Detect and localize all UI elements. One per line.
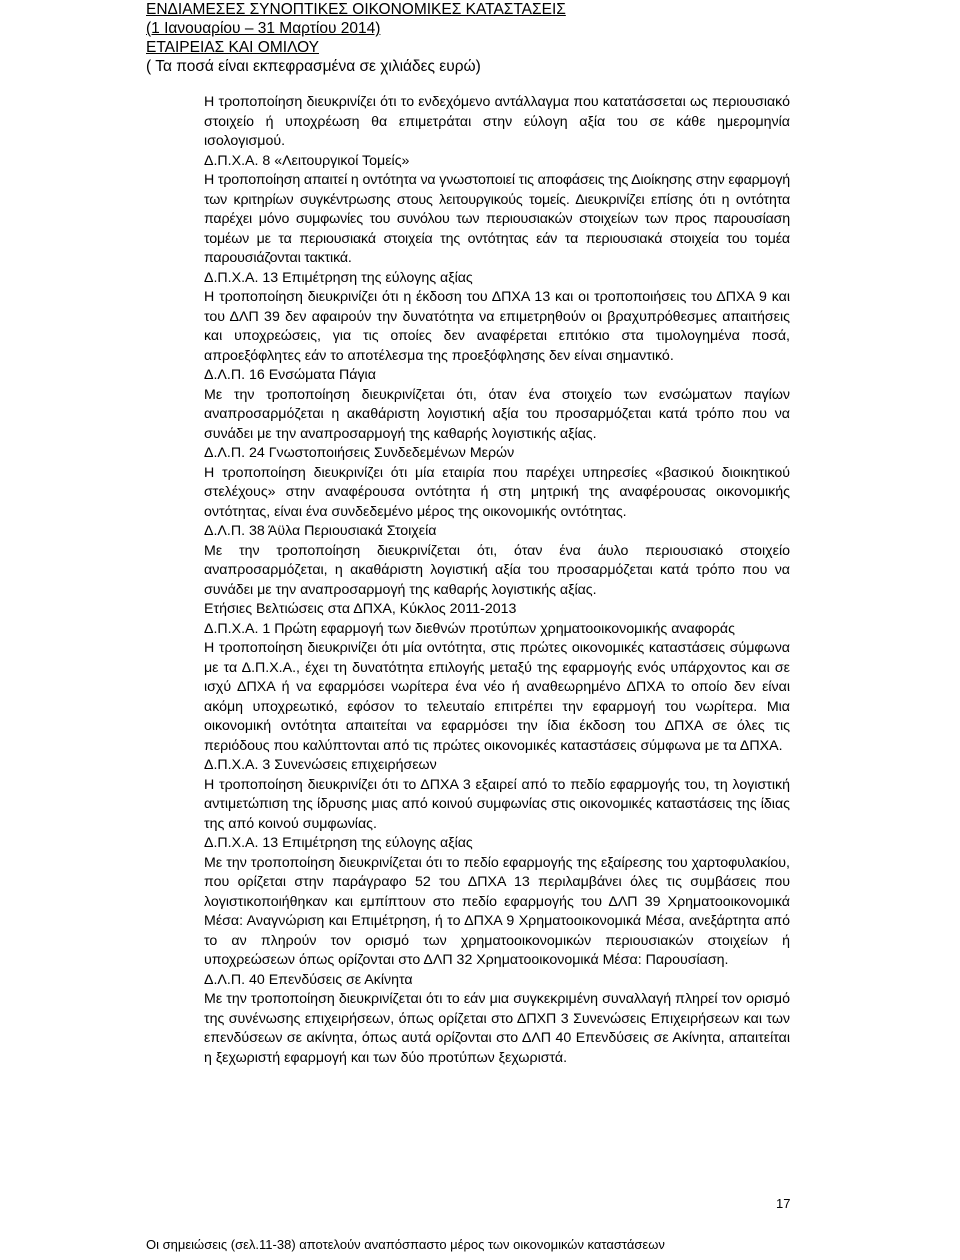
paragraph: Η τροποποίηση διευκρινίζει ότι μία οντότητα, στις πρώτες οικονομικές καταστάσεις σύμφωνα με τα Δ.Π.Χ.Α., έχει τη δυνατότητα επιλογής μεταξύ της εφαρμογής ενός υπάρχοντος και σε ισχύ ΔΠΧΑ ή να εφαρμόσει νωρίτερα ένα νέο ή αναθεωρημένο ΔΠΧΑ το οποίο δεν είναι ακόμη υποχρεωτικό, εφόσον το τελευταίο επιτρέπει την εφαρμογή του νωρίτερα. Μια οικονομική οντότητα απαιτείται να εφαρμόσει την ίδια έκδοση του ΔΠΧΑ σε όλες τις περιόδους που καλύπτονται από τις πρώτες οικονομικές καταστάσεις σύμφωνα με τα ΔΠΧΑ. — [204, 640, 790, 754]
section-heading: Δ.Π.Χ.Α. 13 Επιμέτρηση της εύλογης αξίας — [204, 835, 473, 851]
section-heading: Δ.Π.Χ.Α. 8 «Λειτουργικοί Τομείς» — [204, 152, 410, 169]
paragraph: Η τροποποίηση διευκρινίζει ότι το ΔΠΧΑ 3 εξαιρεί από το πεδίο εφαρμογής του, τη λογιστική αντιμετώπιση της ίδρυσης μιας από κοινού συμφωνίας στις οικονομικές καταστάσεις της ίδιας της από κοινού συμφωνίας. — [204, 776, 790, 832]
header-currency-note: ( Τα ποσά είναι εκπεφρασμένα σε χιλιάδες ευρώ) — [146, 58, 481, 75]
section-heading: Ετήσιες Βελτιώσεις στα ΔΠΧΑ, Κύκλος 2011-2013 — [204, 601, 517, 617]
section-heading: Δ.Π.Χ.Α. 3 Συνενώσεις επιχειρήσεων — [204, 757, 437, 773]
paragraph: Με την τροποποίηση διευκρινίζεται ότι, όταν ένα άυλο περιουσιακό στοιχείο αναπροσαρμόζεται, η ακαθάριστη λογιστική αξία του προσαρμόζεται κατά τρόπο που να συνάδει με την αναπροσαρμογή της καθαρής λογιστικής αξίας. — [204, 542, 790, 598]
document-body — [146, 93, 790, 1068]
footnote: Οι σημειώσεις (σελ.11-38) αποτελούν αναπόσπαστο μέρος των οικονομικών καταστάσεων — [146, 1237, 665, 1252]
paragraph: Η τροποποίηση διευκρινίζει ότι η έκδοση του ΔΠΧΑ 13 και οι τροποποιήσεις του ΔΠΧΑ 9 και του ΔΛΠ 39 δεν αφαιρούν την δυνατότητα να επιμετρηθούν οι βραχυπρόθεσμες απαιτήσεις και υποχρεώσεις, για τις οποίες δεν αναφέρεται επιτόκιο στα τιμολογημένα ποσά, απροεξόφλητες εάν το αποτέλεσμα της προεξόφλησης δεν είναι σημαντικό. — [204, 289, 790, 364]
paragraph: Με την τροποποίηση διευκρινίζεται ότι, όταν ένα στοιχείο των ενσώματων παγίων αναπροσαρμόζεται η ακαθάριστη λογιστική αξία του προσαρμόζεται κατά τρόπο που να συνάδει με την αναπροσαρμογή της καθαρής λογιστικής αξίας. — [204, 386, 790, 442]
paragraph: Η τροποποίηση διευκρινίζει ότι το ενδεχόμενο αντάλλαγμα που κατατάσσεται ως περιουσιακό στοιχείο ή υποχρέωση θα επιμετράται στην εύλογη αξία του σε κάθε ημερομηνία ισολογισμού. — [204, 94, 790, 149]
section-heading: Δ.Λ.Π. 40 Επενδύσεις σε Ακίνητα — [204, 971, 413, 988]
document-header — [146, 0, 566, 76]
section-heading: Δ.Λ.Π. 16 Ενσώματα Πάγια — [204, 367, 376, 383]
paragraph: Η τροποποίηση διευκρινίζει ότι μία εταιρία που παρέχει υπηρεσίες «βασικού διοικητικού στελέχους» στην αναφέρουσα οντότητα ή στη μητρική της αναφέρουσας οικονομικής οντότητας, είναι ένα συνδεδεμένο μέρος της οικονομικής οντότητας. — [204, 464, 790, 520]
section-heading: Δ.Π.Χ.Α. 13 Επιμέτρηση της εύλογης αξίας — [204, 269, 473, 286]
header-entity: ΕΤΑΙΡΕΙΑΣ ΚΑΙ ΟΜΙΛΟΥ — [146, 39, 319, 56]
header-period: (1 Ιανουαρίου – 31 Μαρτίου 2014) — [146, 20, 381, 37]
paragraph: Με την τροποποίηση διευκρινίζεται ότι το πεδίο εφαρμογής της εξαίρεσης του χαρτοφυλακίου, που ορίζεται στην παράγραφο 52 του ΔΠΧΑ 13 περιλαμβάνει όλες τις συμβάσεις που λογιστικοποιήθηκαν και εμπίπτουν στο πεδίο εφαρμογής του ΔΛΠ 39 Χρηματοοικονομικά Μέσα: Αναγνώριση και Επιμέτρηση, ή το ΔΠΧΑ 9 Χρηματοοικονομικά Μέσα, ανεξάρτητα από το αν πληρούν τον ορισμό των χρηματοοικονομικών περιουσιακών στοιχείων ή υποχρεώσεων όπως ορίζονται στο ΔΛΠ 32 Χρηματοοικονομικά Μέσα: Παρουσίαση. — [204, 854, 790, 968]
header-title: ΕΝΔΙΑΜΕΣΕΣ ΣΥΝΟΠΤΙΚΕΣ ΟΙΚΟΝΟΜΙΚΕΣ ΚΑΤΑΣΤΑΣΕΙΣ — [146, 1, 566, 18]
section-heading: Δ.Λ.Π. 24 Γνωστοποιήσεις Συνδεδεμένων Μερών — [204, 445, 515, 461]
section-heading: Δ.Π.Χ.Α. 1 Πρώτη εφαρμογή των διεθνών προτύπων χρηματοοικονομικής αναφοράς — [204, 620, 735, 637]
page-number: 17 — [776, 1196, 791, 1211]
section-heading: Δ.Λ.Π. 38 Άϋλα Περιουσιακά Στοιχεία — [204, 523, 437, 539]
paragraph: Με την τροποποίηση διευκρινίζεται ότι το εάν μια συγκεκριμένη συναλλαγή πληρεί τον ορισμό της συνένωσης επιχειρήσεων, όπως ορίζεται στο ΔΠΧΠ 3 Συνενώσεις Επιχειρήσεων και των επενδύσεων σε ακίνητα, όπως αυτά ορίζονται στο ΔΛΠ 40 Επενδύσεις σε Ακίνητα, απαιτείται η ξεχωριστή εφαρμογή και των δύο προτύπων ξεχωριστά. — [204, 991, 790, 1066]
paragraph: Η τροποποίηση απαιτεί η οντότητα να γνωστοποιεί τις αποφάσεις της Διοίκησης στην εφαρμογή των κριτηρίων συγκέντρωσης στους λειτουργικούς τομείς. Διευκρινίζει επίσης ότι η οντότητα παρέχει μόνο συμφωνίες του συνόλου των περιουσιακών στοιχείων των προς παρουσίαση τομέων με τα περιουσιακά στοιχεία της οντότητας εάν τα περιουσιακά στοιχεία του τομέα παρουσιάζονται τακτικά. — [204, 172, 790, 266]
